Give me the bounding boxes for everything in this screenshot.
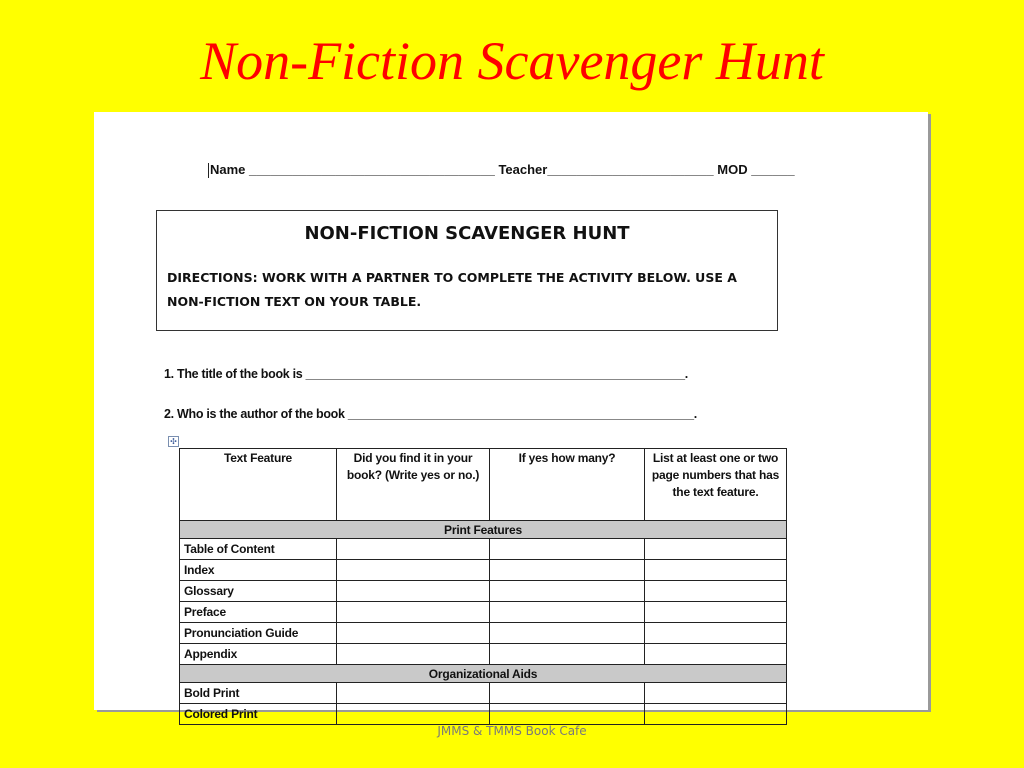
answer-cell[interactable] <box>337 704 490 725</box>
answer-cell[interactable] <box>337 644 490 665</box>
answer-cell[interactable] <box>490 644 645 665</box>
answer-cell[interactable] <box>645 560 787 581</box>
section-row <box>180 665 787 683</box>
question-1: 1. The title of the book is _________________________________________________________. <box>164 367 688 381</box>
answer-cell[interactable] <box>645 683 787 704</box>
section-row <box>180 521 787 539</box>
answer-cell[interactable] <box>337 602 490 623</box>
answer-cell[interactable] <box>337 539 490 560</box>
answer-cell[interactable] <box>337 560 490 581</box>
header-found-it: Did you find it in your book? (Write yes or no.) <box>337 449 490 521</box>
directions-box <box>156 210 778 331</box>
table-row <box>180 560 787 581</box>
feature-cell: Glossary <box>180 581 337 602</box>
table-row <box>180 644 787 665</box>
answer-cell[interactable] <box>490 623 645 644</box>
directions-line-1: DIRECTIONS: WORK WITH A PARTNER TO COMPLETE THE ACTIVITY BELOW. USE A <box>167 270 737 285</box>
answer-cell[interactable] <box>645 644 787 665</box>
table-move-handle-icon[interactable]: ✣ <box>168 436 179 447</box>
question-2: 2. Who is the author of the book ____________________________________________________. <box>164 407 697 421</box>
name-line-text: Name __________________________________ Teacher_______________________ MOD ______ <box>210 162 795 177</box>
answer-cell[interactable] <box>490 602 645 623</box>
header-text-feature: Text Feature <box>180 449 337 521</box>
table-row <box>180 683 787 704</box>
text-cursor <box>208 163 209 178</box>
worksheet-page <box>94 112 928 721</box>
feature-cell: Index <box>180 560 337 581</box>
answer-cell[interactable] <box>490 683 645 704</box>
feature-cell: Pronunciation Guide <box>180 623 337 644</box>
slide-footer: JMMS & TMMS Book Cafe <box>437 724 587 738</box>
directions-box-title: NON-FICTION SCAVENGER HUNT <box>304 223 630 244</box>
answer-cell[interactable] <box>490 704 645 725</box>
name-teacher-mod-line <box>208 162 808 178</box>
feature-cell: Colored Print <box>180 704 337 725</box>
answer-cell[interactable] <box>490 581 645 602</box>
header-how-many: If yes how many? <box>490 449 645 521</box>
answer-cell[interactable] <box>645 539 787 560</box>
table-row <box>180 581 787 602</box>
table-row <box>180 623 787 644</box>
feature-cell: Bold Print <box>180 683 337 704</box>
header-page-numbers: List at least one or two page numbers that has the text feature. <box>645 449 787 521</box>
feature-cell: Table of Content <box>180 539 337 560</box>
answer-cell[interactable] <box>645 602 787 623</box>
table-row <box>180 602 787 623</box>
table-header-row <box>180 449 787 521</box>
feature-cell: Preface <box>180 602 337 623</box>
answer-cell[interactable] <box>337 623 490 644</box>
slide-title: Non-Fiction Scavenger Hunt <box>200 31 824 91</box>
answer-cell[interactable] <box>337 683 490 704</box>
section-organizational-aids: Organizational Aids <box>180 665 787 683</box>
answer-cell[interactable] <box>337 581 490 602</box>
answer-cell[interactable] <box>645 704 787 725</box>
answer-cell[interactable] <box>490 539 645 560</box>
section-print-features: Print Features <box>180 521 787 539</box>
answer-cell[interactable] <box>645 581 787 602</box>
text-feature-table <box>179 448 787 725</box>
answer-cell[interactable] <box>645 623 787 644</box>
answer-cell[interactable] <box>490 560 645 581</box>
feature-cell: Appendix <box>180 644 337 665</box>
table-row <box>180 704 787 725</box>
directions-line-2: NON-FICTION TEXT ON YOUR TABLE. <box>167 294 422 309</box>
table-row <box>180 539 787 560</box>
directions-text <box>167 266 767 314</box>
